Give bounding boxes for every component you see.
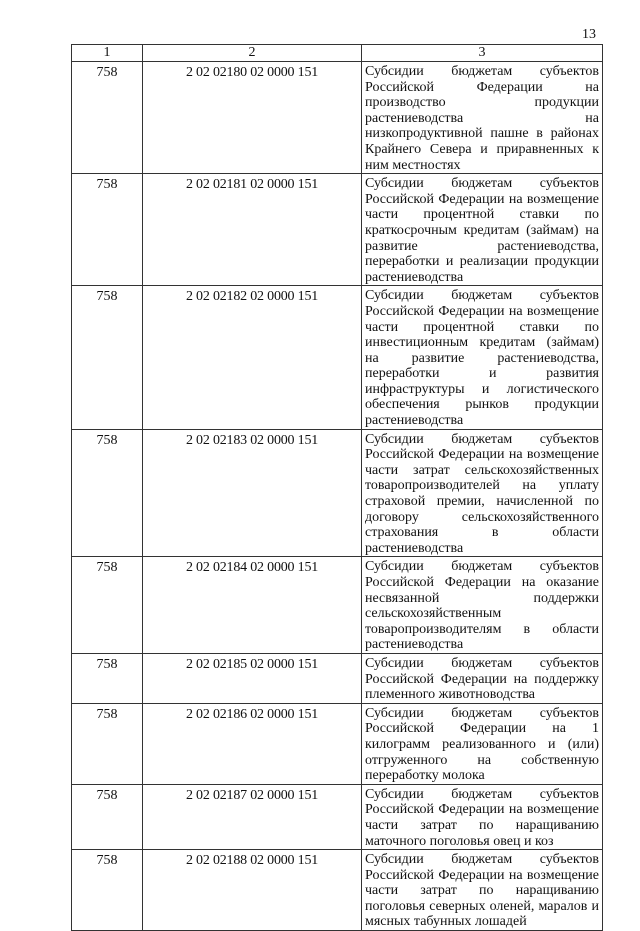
budget-code-cell: 2 02 02184 02 0000 151 xyxy=(143,557,362,654)
budget-code-cell: 2 02 02185 02 0000 151 xyxy=(143,653,362,703)
budget-code-cell: 2 02 02183 02 0000 151 xyxy=(143,429,362,557)
description-cell: Субсидии бюджетам субъектов Российской Федерации на возмещение части затрат по наращиванию маточного поголовья овец и коз xyxy=(362,784,603,849)
subsidy-codes-table xyxy=(71,44,603,931)
table-header-row xyxy=(72,45,603,62)
budget-code-cell: 2 02 02181 02 0000 151 xyxy=(143,174,362,286)
table-row xyxy=(72,62,603,174)
table-row xyxy=(72,703,603,784)
description-cell: Субсидии бюджетам субъектов Российской Федерации на возмещение части процентной ставки по краткосрочным кредитам (займам) на развитие растениеводства, переработки и реализации продукции растениеводства xyxy=(362,174,603,286)
table-row xyxy=(72,174,603,286)
budget-code-cell: 2 02 02188 02 0000 151 xyxy=(143,850,362,931)
table-row xyxy=(72,286,603,429)
column-header-3: 3 xyxy=(362,45,603,62)
admin-code-cell: 758 xyxy=(72,703,143,784)
column-header-1: 1 xyxy=(72,45,143,62)
table-row xyxy=(72,784,603,849)
budget-code-cell: 2 02 02187 02 0000 151 xyxy=(143,784,362,849)
table-row xyxy=(72,557,603,654)
page-number: 13 xyxy=(582,27,596,42)
admin-code-cell: 758 xyxy=(72,557,143,654)
description-cell: Субсидии бюджетам субъектов Российской Федерации на поддержку племенного животноводства xyxy=(362,653,603,703)
admin-code-cell: 758 xyxy=(72,286,143,429)
budget-code-cell: 2 02 02180 02 0000 151 xyxy=(143,62,362,174)
admin-code-cell: 758 xyxy=(72,62,143,174)
admin-code-cell: 758 xyxy=(72,429,143,557)
description-cell: Субсидии бюджетам субъектов Российской Федерации на производство продукции растениеводства на низкопродуктивной пашне в районах Крайнего Севера и приравненных к ним местностях xyxy=(362,62,603,174)
table-row xyxy=(72,429,603,557)
budget-code-cell: 2 02 02186 02 0000 151 xyxy=(143,703,362,784)
admin-code-cell: 758 xyxy=(72,850,143,931)
table-row xyxy=(72,653,603,703)
budget-code-cell: 2 02 02182 02 0000 151 xyxy=(143,286,362,429)
admin-code-cell: 758 xyxy=(72,784,143,849)
description-cell: Субсидии бюджетам субъектов Российской Федерации на 1 килограмм реализованного и (или) отгруженного на собственную переработку молока xyxy=(362,703,603,784)
description-cell: Субсидии бюджетам субъектов Российской Федерации на возмещение части процентной ставки по инвестиционным кредитам (займам) на развитие растениеводства, переработки и развития инфраструктуры и логистического обеспечения рынков продукции растениеводства xyxy=(362,286,603,429)
table-row xyxy=(72,850,603,931)
admin-code-cell: 758 xyxy=(72,174,143,286)
admin-code-cell: 758 xyxy=(72,653,143,703)
description-cell: Субсидии бюджетам субъектов Российской Федерации на возмещение части затрат по наращиванию поголовья северных оленей, маралов и мясных табунных лошадей xyxy=(362,850,603,931)
description-cell: Субсидии бюджетам субъектов Российской Федерации на оказание несвязанной поддержки сельскохозяйственным товаропроизводителям в области растениеводства xyxy=(362,557,603,654)
column-header-2: 2 xyxy=(143,45,362,62)
description-cell: Субсидии бюджетам субъектов Российской Федерации на возмещение части затрат сельскохозяйственных товаропроизводителей на уплату страховой премии, начисленной по договору сельскохозяйственного страхования в области растениеводства xyxy=(362,429,603,557)
